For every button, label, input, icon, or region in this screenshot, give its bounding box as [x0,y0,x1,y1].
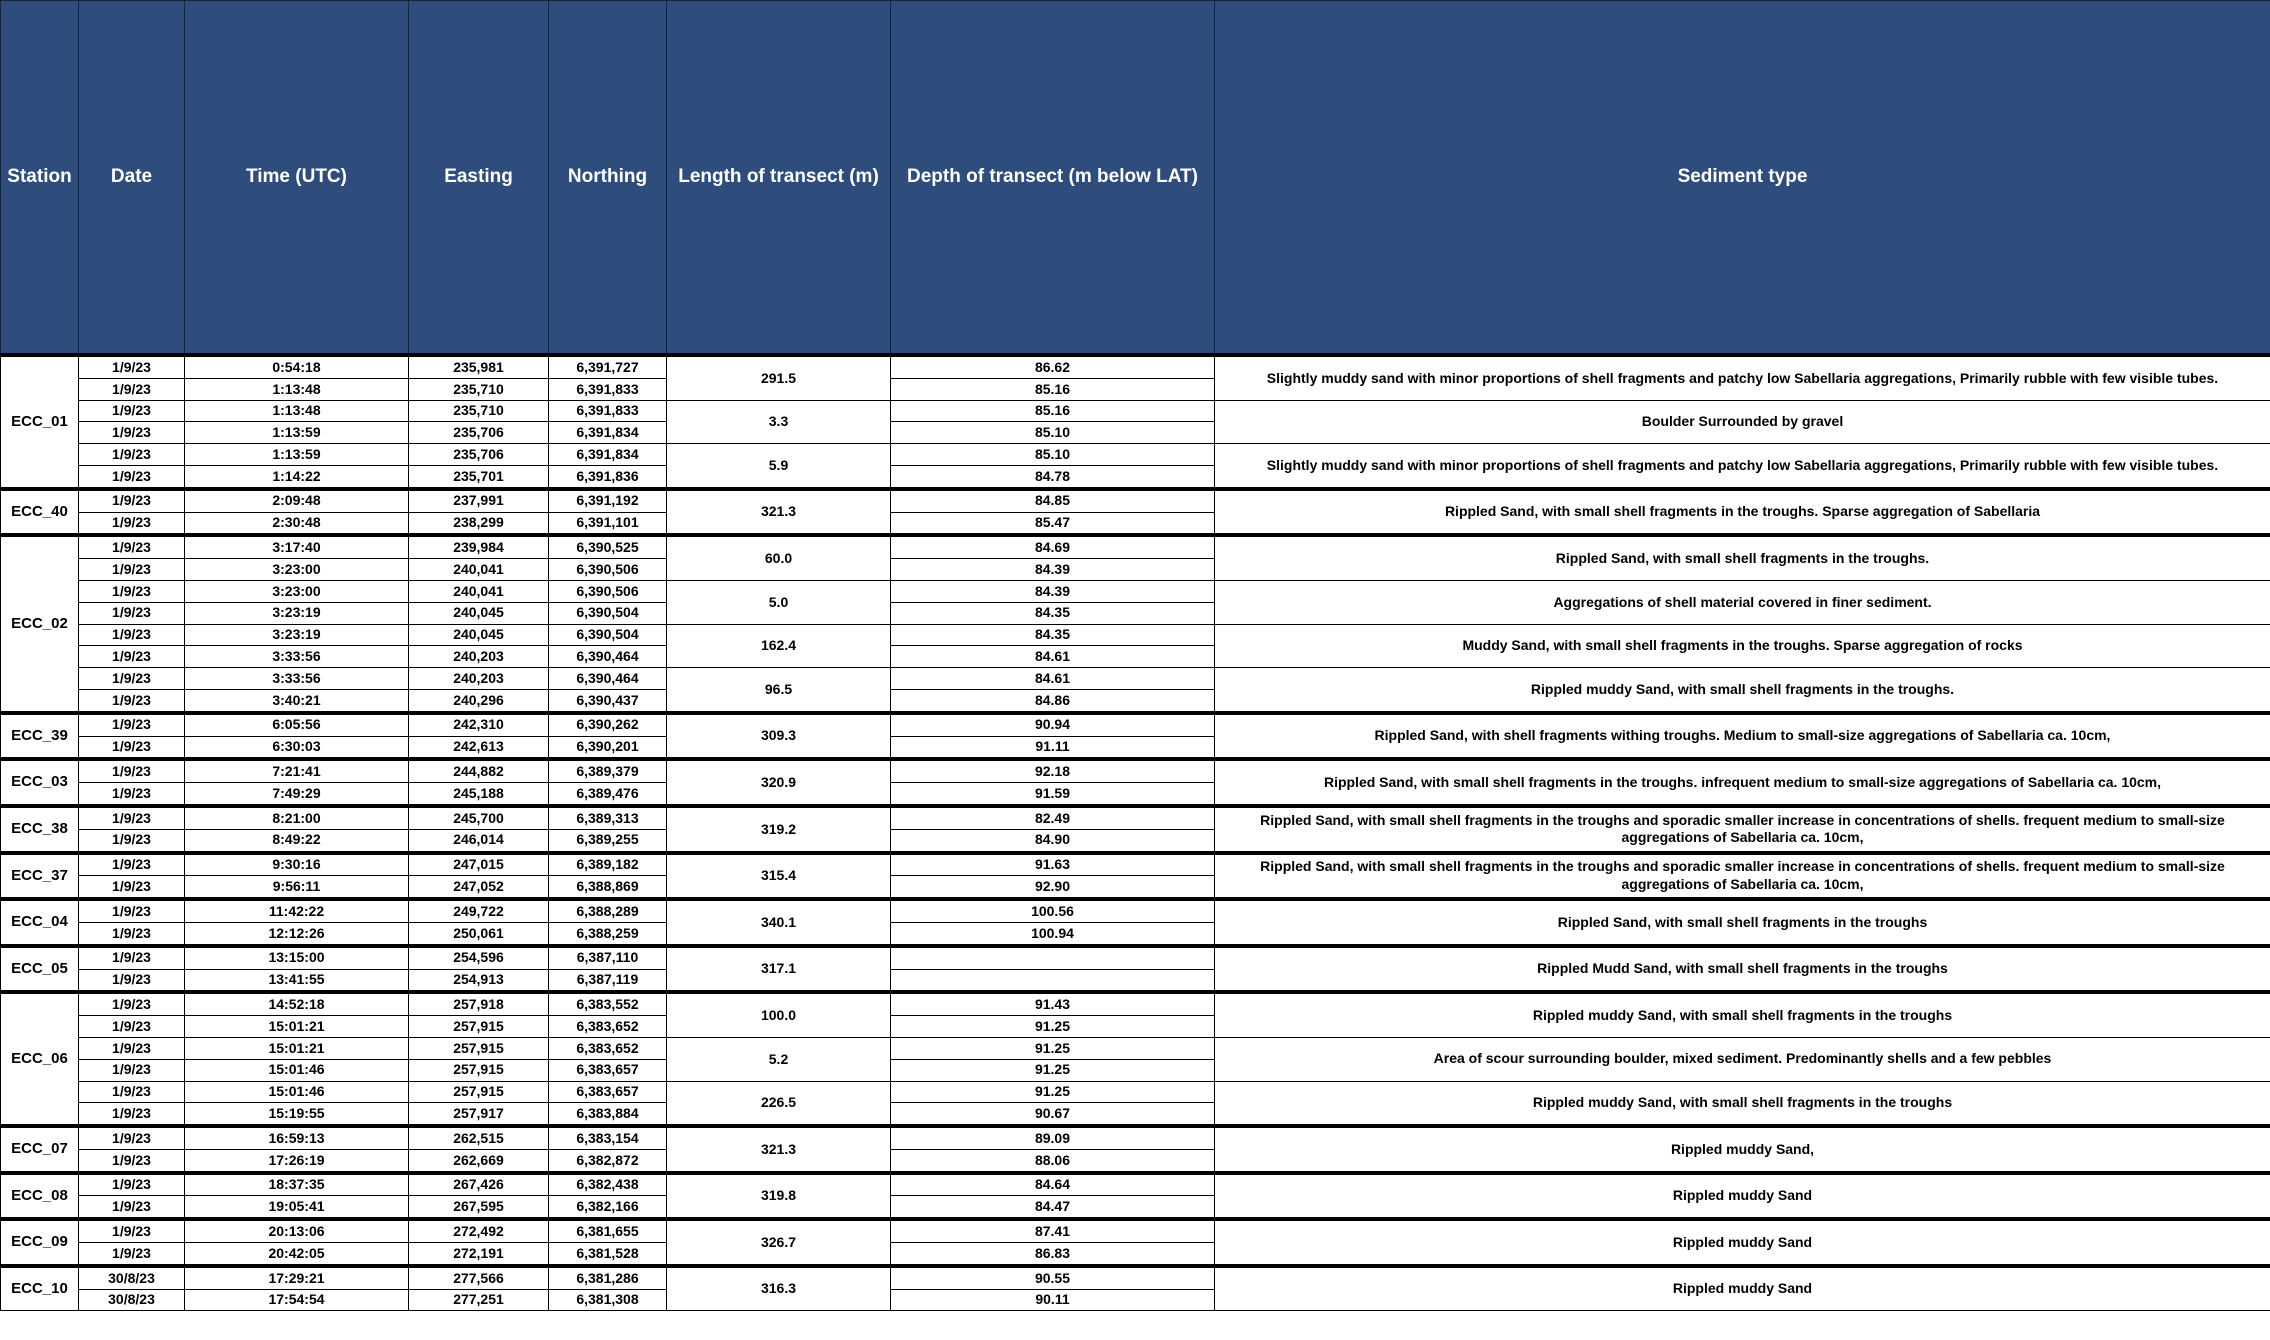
time-cell: 7:21:41 [185,759,409,782]
time-cell: 1:13:48 [185,378,409,400]
time-cell: 3:23:00 [185,559,409,581]
northing-cell: 6,389,255 [549,829,667,852]
easting-cell: 254,913 [409,969,549,992]
length-cell: 315.4 [667,853,891,900]
time-cell: 1:13:59 [185,422,409,444]
sediment-cell: Rippled muddy Sand, with small shell fragments in the troughs [1215,992,2270,1037]
header-depth: Depth of transect (m below LAT) [891,1,1215,356]
table-row [1,1173,2270,1196]
depth-cell: 87.41 [891,1219,1215,1242]
table-row [1,1037,2270,1059]
time-cell: 2:09:48 [185,489,409,512]
time-cell: 3:33:56 [185,646,409,668]
table-row [1,1266,2270,1289]
date-cell: 30/8/23 [79,1266,185,1289]
depth-cell: 91.11 [891,736,1215,759]
northing-cell: 6,382,166 [549,1196,667,1219]
depth-cell: 85.47 [891,512,1215,535]
time-cell: 12:12:26 [185,922,409,945]
time-cell: 17:26:19 [185,1149,409,1172]
northing-cell: 6,388,259 [549,922,667,945]
easting-cell: 272,191 [409,1243,549,1266]
easting-cell: 277,566 [409,1266,549,1289]
table-row [1,535,2270,558]
depth-cell: 84.64 [891,1173,1215,1196]
time-cell: 8:49:22 [185,829,409,852]
time-cell: 15:01:46 [185,1059,409,1081]
date-cell: 1/9/23 [79,378,185,400]
easting-cell: 237,991 [409,489,549,512]
northing-cell: 6,389,476 [549,783,667,806]
easting-cell: 257,915 [409,1081,549,1103]
depth-cell: 82.49 [891,806,1215,829]
time-cell: 18:37:35 [185,1173,409,1196]
easting-cell: 254,596 [409,946,549,969]
table-row [1,400,2270,422]
time-cell: 1:13:48 [185,400,409,422]
date-cell: 1/9/23 [79,992,185,1015]
northing-cell: 6,390,506 [549,559,667,581]
depth-cell: 84.69 [891,535,1215,558]
table-row [1,489,2270,512]
station-cell: ECC_08 [1,1173,79,1220]
depth-cell: 92.90 [891,876,1215,899]
depth-cell: 84.78 [891,465,1215,488]
depth-cell: 91.25 [891,1059,1215,1081]
northing-cell: 6,383,652 [549,1016,667,1038]
depth-cell: 91.59 [891,783,1215,806]
station-cell: ECC_38 [1,806,79,853]
depth-cell: 90.11 [891,1289,1215,1311]
time-cell: 1:14:22 [185,465,409,488]
time-cell: 1:13:59 [185,444,409,466]
length-cell: 319.2 [667,806,891,853]
easting-cell: 240,296 [409,689,549,712]
easting-cell: 262,669 [409,1149,549,1172]
northing-cell: 6,391,833 [549,378,667,400]
table-row [1,444,2270,466]
sediment-cell: Rippled Sand, with small shell fragments in the troughs. infrequent medium to small-size aggregations of Sabellaria ca. 10cm, [1215,759,2270,806]
date-cell: 1/9/23 [79,806,185,829]
length-cell: 226.5 [667,1081,891,1126]
depth-cell: 90.55 [891,1266,1215,1289]
easting-cell: 244,882 [409,759,549,782]
header-station: Station [1,1,79,356]
header-northing: Northing [549,1,667,356]
northing-cell: 6,389,182 [549,853,667,876]
time-cell: 8:21:00 [185,806,409,829]
time-cell: 9:56:11 [185,876,409,899]
sediment-cell: Rippled Sand, with small shell fragments in the troughs. [1215,535,2270,580]
table-row [1,946,2270,969]
northing-cell: 6,390,201 [549,736,667,759]
length-cell: 340.1 [667,899,891,946]
easting-cell: 240,045 [409,602,549,624]
easting-cell: 240,203 [409,668,549,690]
length-cell: 96.5 [667,668,891,713]
station-cell: ECC_39 [1,713,79,760]
northing-cell: 6,389,379 [549,759,667,782]
easting-cell: 242,613 [409,736,549,759]
northing-cell: 6,383,657 [549,1059,667,1081]
length-cell: 317.1 [667,946,891,993]
depth-cell: 84.86 [891,689,1215,712]
easting-cell: 240,045 [409,624,549,646]
sediment-cell: Slightly muddy sand with minor proportions of shell fragments and patchy low Sabellaria aggregations, Primarily rubble with few visible tubes. [1215,444,2270,489]
northing-cell: 6,390,525 [549,535,667,558]
easting-cell: 247,015 [409,853,549,876]
northing-cell: 6,383,154 [549,1126,667,1149]
sediment-cell: Rippled Sand, with small shell fragments in the troughs and sporadic smaller increase in concentrations of shells. frequent medium to small-size aggregations of Sabellaria ca. 10cm, [1215,853,2270,900]
date-cell: 1/9/23 [79,759,185,782]
easting-cell: 257,915 [409,1059,549,1081]
station-cell: ECC_40 [1,489,79,536]
depth-cell: 84.61 [891,668,1215,690]
depth-cell: 84.85 [891,489,1215,512]
sediment-cell: Rippled Sand, with shell fragments withing troughs. Medium to small-size aggregations of Sabellaria ca. 10cm, [1215,713,2270,760]
date-cell: 1/9/23 [79,1103,185,1126]
date-cell: 1/9/23 [79,1149,185,1172]
time-cell: 7:49:29 [185,783,409,806]
date-cell: 1/9/23 [79,355,185,378]
easting-cell: 245,188 [409,783,549,806]
table-row [1,992,2270,1015]
date-cell: 1/9/23 [79,713,185,736]
depth-cell: 92.18 [891,759,1215,782]
depth-cell: 90.67 [891,1103,1215,1126]
depth-cell: 84.39 [891,580,1215,602]
northing-cell: 6,390,464 [549,668,667,690]
date-cell: 1/9/23 [79,1059,185,1081]
date-cell: 1/9/23 [79,559,185,581]
time-cell: 15:01:21 [185,1037,409,1059]
northing-cell: 6,391,192 [549,489,667,512]
depth-cell: 85.16 [891,400,1215,422]
northing-cell: 6,387,119 [549,969,667,992]
station-cell: ECC_06 [1,992,79,1126]
northing-cell: 6,391,834 [549,422,667,444]
northing-cell: 6,381,286 [549,1266,667,1289]
time-cell: 6:05:56 [185,713,409,736]
northing-cell: 6,383,652 [549,1037,667,1059]
easting-cell: 235,706 [409,444,549,466]
easting-cell: 242,310 [409,713,549,736]
header-row [1,1,2270,356]
sediment-cell: Slightly muddy sand with minor proportions of shell fragments and patchy low Sabellaria aggregations, Primarily rubble with few visible tubes. [1215,355,2270,400]
depth-cell: 88.06 [891,1149,1215,1172]
sediment-cell: Area of scour surrounding boulder, mixed sediment. Predominantly shells and a few pebbles [1215,1037,2270,1081]
depth-cell: 84.61 [891,646,1215,668]
easting-cell: 257,918 [409,992,549,1015]
northing-cell: 6,381,528 [549,1243,667,1266]
depth-cell: 85.10 [891,422,1215,444]
date-cell: 1/9/23 [79,602,185,624]
sediment-cell: Rippled muddy Sand, [1215,1126,2270,1173]
table-row [1,355,2270,378]
length-cell: 291.5 [667,355,891,400]
date-cell: 1/9/23 [79,465,185,488]
date-cell: 1/9/23 [79,736,185,759]
easting-cell: 239,984 [409,535,549,558]
time-cell: 0:54:18 [185,355,409,378]
length-cell: 326.7 [667,1219,891,1266]
depth-cell: 90.94 [891,713,1215,736]
station-cell: ECC_05 [1,946,79,993]
length-cell: 316.3 [667,1266,891,1311]
table-row [1,899,2270,922]
date-cell: 1/9/23 [79,1219,185,1242]
station-cell: ECC_10 [1,1266,79,1311]
date-cell: 1/9/23 [79,1016,185,1038]
time-cell: 13:41:55 [185,969,409,992]
northing-cell: 6,383,657 [549,1081,667,1103]
easting-cell: 277,251 [409,1289,549,1311]
date-cell: 1/9/23 [79,1081,185,1103]
depth-cell: 85.16 [891,378,1215,400]
time-cell: 14:52:18 [185,992,409,1015]
table-row [1,806,2270,829]
northing-cell: 6,381,308 [549,1289,667,1311]
time-cell: 3:23:19 [185,624,409,646]
easting-cell: 249,722 [409,899,549,922]
depth-cell: 84.90 [891,829,1215,852]
date-cell: 1/9/23 [79,535,185,558]
station-cell: ECC_02 [1,535,79,712]
date-cell: 1/9/23 [79,853,185,876]
easting-cell: 235,706 [409,422,549,444]
time-cell: 3:40:21 [185,689,409,712]
sediment-cell: Rippled Sand, with small shell fragments in the troughs. Sparse aggregation of Sabellaria [1215,489,2270,536]
station-cell: ECC_09 [1,1219,79,1266]
depth-cell: 84.35 [891,624,1215,646]
northing-cell: 6,391,834 [549,444,667,466]
sediment-cell: Aggregations of shell material covered in finer sediment. [1215,580,2270,624]
northing-cell: 6,391,833 [549,400,667,422]
time-cell: 6:30:03 [185,736,409,759]
easting-cell: 245,700 [409,806,549,829]
sediment-cell: Rippled muddy Sand [1215,1266,2270,1311]
date-cell: 1/9/23 [79,829,185,852]
time-cell: 3:23:00 [185,580,409,602]
table-row [1,668,2270,690]
northing-cell: 6,391,101 [549,512,667,535]
length-cell: 60.0 [667,535,891,580]
time-cell: 15:01:46 [185,1081,409,1103]
date-cell: 1/9/23 [79,512,185,535]
date-cell: 1/9/23 [79,668,185,690]
easting-cell: 247,052 [409,876,549,899]
northing-cell: 6,383,552 [549,992,667,1015]
depth-cell: 91.63 [891,853,1215,876]
header-easting: Easting [409,1,549,356]
depth-cell: 86.62 [891,355,1215,378]
northing-cell: 6,388,869 [549,876,667,899]
sediment-cell: Rippled Sand, with small shell fragments in the troughs and sporadic smaller increase in concentrations of shells. frequent medium to small-size aggregations of Sabellaria ca. 10cm, [1215,806,2270,853]
length-cell: 321.3 [667,489,891,536]
time-cell: 9:30:16 [185,853,409,876]
date-cell: 1/9/23 [79,899,185,922]
table-row [1,624,2270,646]
easting-cell: 246,014 [409,829,549,852]
northing-cell: 6,390,464 [549,646,667,668]
northing-cell: 6,391,836 [549,465,667,488]
sediment-cell: Rippled muddy Sand, with small shell fragments in the troughs [1215,1081,2270,1126]
depth-cell: 86.83 [891,1243,1215,1266]
time-cell: 3:17:40 [185,535,409,558]
length-cell: 100.0 [667,992,891,1037]
depth-cell: 89.09 [891,1126,1215,1149]
date-cell: 1/9/23 [79,783,185,806]
date-cell: 1/9/23 [79,624,185,646]
length-cell: 321.3 [667,1126,891,1173]
easting-cell: 235,701 [409,465,549,488]
table-row [1,1126,2270,1149]
date-cell: 1/9/23 [79,969,185,992]
sediment-cell: Muddy Sand, with small shell fragments in the troughs. Sparse aggregation of rocks [1215,624,2270,668]
time-cell: 2:30:48 [185,512,409,535]
date-cell: 1/9/23 [79,922,185,945]
length-cell: 5.0 [667,580,891,624]
depth-cell: 91.25 [891,1081,1215,1103]
northing-cell: 6,389,313 [549,806,667,829]
depth-cell [891,969,1215,992]
date-cell: 1/9/23 [79,400,185,422]
station-cell: ECC_37 [1,853,79,900]
northing-cell: 6,382,872 [549,1149,667,1172]
time-cell: 17:29:21 [185,1266,409,1289]
length-cell: 319.8 [667,1173,891,1220]
date-cell: 1/9/23 [79,1243,185,1266]
depth-cell: 91.25 [891,1037,1215,1059]
time-cell: 15:01:21 [185,1016,409,1038]
date-cell: 1/9/23 [79,689,185,712]
table-body [1,355,2270,1311]
length-cell: 5.9 [667,444,891,489]
time-cell: 20:42:05 [185,1243,409,1266]
depth-cell: 85.10 [891,444,1215,466]
easting-cell: 240,041 [409,559,549,581]
time-cell: 20:13:06 [185,1219,409,1242]
northing-cell: 6,390,262 [549,713,667,736]
table-row [1,759,2270,782]
date-cell: 30/8/23 [79,1289,185,1311]
station-cell: ECC_01 [1,355,79,489]
date-cell: 1/9/23 [79,1196,185,1219]
table-row [1,853,2270,876]
easting-cell: 238,299 [409,512,549,535]
length-cell: 162.4 [667,624,891,668]
time-cell: 19:05:41 [185,1196,409,1219]
time-cell: 17:54:54 [185,1289,409,1311]
easting-cell: 240,041 [409,580,549,602]
depth-cell [891,946,1215,969]
date-cell: 1/9/23 [79,1037,185,1059]
time-cell: 3:23:19 [185,602,409,624]
sediment-cell: Rippled muddy Sand, with small shell fragments in the troughs. [1215,668,2270,713]
time-cell: 16:59:13 [185,1126,409,1149]
sediment-cell: Rippled Mudd Sand, with small shell fragments in the troughs [1215,946,2270,993]
date-cell: 1/9/23 [79,876,185,899]
table-row [1,713,2270,736]
northing-cell: 6,391,727 [549,355,667,378]
header-length: Length of transect (m) [667,1,891,356]
date-cell: 1/9/23 [79,1126,185,1149]
length-cell: 5.2 [667,1037,891,1081]
length-cell: 3.3 [667,400,891,444]
table-row [1,580,2270,602]
date-cell: 1/9/23 [79,422,185,444]
easting-cell: 235,981 [409,355,549,378]
station-cell: ECC_04 [1,899,79,946]
date-cell: 1/9/23 [79,580,185,602]
depth-cell: 84.47 [891,1196,1215,1219]
date-cell: 1/9/23 [79,946,185,969]
header-time: Time (UTC) [185,1,409,356]
time-cell: 11:42:22 [185,899,409,922]
depth-cell: 84.35 [891,602,1215,624]
depth-cell: 100.94 [891,922,1215,945]
time-cell: 15:19:55 [185,1103,409,1126]
easting-cell: 262,515 [409,1126,549,1149]
northing-cell: 6,390,504 [549,602,667,624]
easting-cell: 257,915 [409,1016,549,1038]
easting-cell: 272,492 [409,1219,549,1242]
easting-cell: 235,710 [409,400,549,422]
depth-cell: 91.43 [891,992,1215,1015]
table-row [1,1081,2270,1103]
table-row [1,1219,2270,1242]
sediment-cell: Rippled Sand, with small shell fragments in the troughs [1215,899,2270,946]
northing-cell: 6,388,289 [549,899,667,922]
length-cell: 320.9 [667,759,891,806]
northing-cell: 6,381,655 [549,1219,667,1242]
header-date: Date [79,1,185,356]
sediment-cell: Boulder Surrounded by gravel [1215,400,2270,444]
depth-cell: 100.56 [891,899,1215,922]
sediment-cell: Rippled muddy Sand [1215,1219,2270,1266]
easting-cell: 240,203 [409,646,549,668]
easting-cell: 250,061 [409,922,549,945]
station-cell: ECC_03 [1,759,79,806]
easting-cell: 257,915 [409,1037,549,1059]
date-cell: 1/9/23 [79,489,185,512]
northing-cell: 6,390,506 [549,580,667,602]
northing-cell: 6,390,504 [549,624,667,646]
date-cell: 1/9/23 [79,1173,185,1196]
northing-cell: 6,383,884 [549,1103,667,1126]
easting-cell: 235,710 [409,378,549,400]
northing-cell: 6,390,437 [549,689,667,712]
date-cell: 1/9/23 [79,646,185,668]
time-cell: 13:15:00 [185,946,409,969]
time-cell: 3:33:56 [185,668,409,690]
easting-cell: 267,426 [409,1173,549,1196]
depth-cell: 84.39 [891,559,1215,581]
sediment-cell: Rippled muddy Sand [1215,1173,2270,1220]
station-cell: ECC_07 [1,1126,79,1173]
depth-cell: 91.25 [891,1016,1215,1038]
header-sediment: Sediment type [1215,1,2270,356]
length-cell: 309.3 [667,713,891,760]
date-cell: 1/9/23 [79,444,185,466]
northing-cell: 6,387,110 [549,946,667,969]
easting-cell: 257,917 [409,1103,549,1126]
easting-cell: 267,595 [409,1196,549,1219]
northing-cell: 6,382,438 [549,1173,667,1196]
